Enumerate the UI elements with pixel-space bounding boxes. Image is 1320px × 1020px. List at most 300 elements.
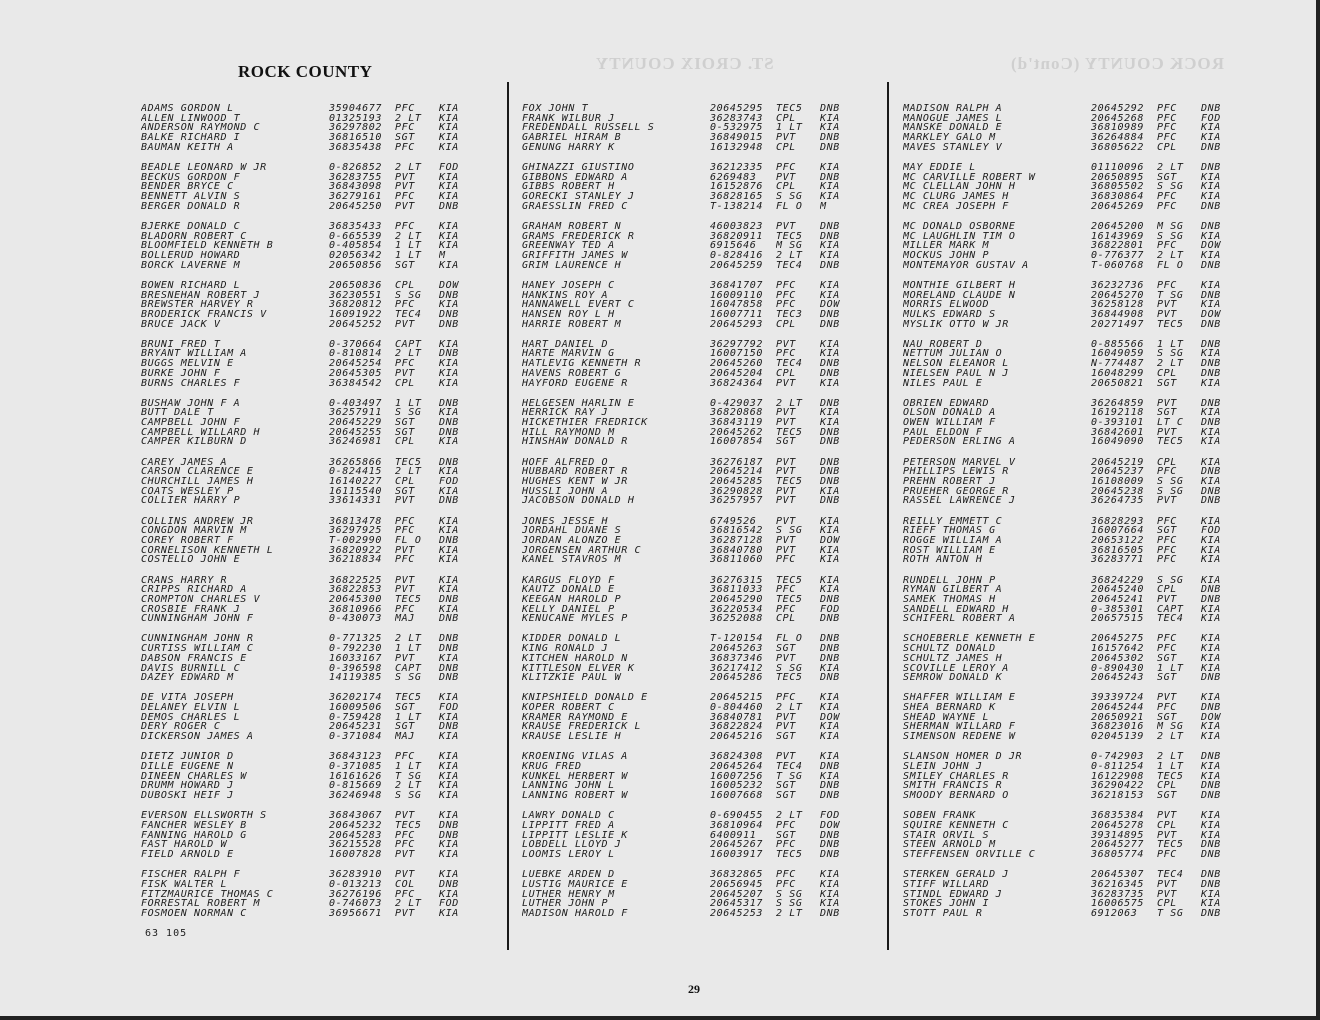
roster-entry [522, 143, 852, 153]
soldier-name: CUNNINGHAM JOHN R [141, 634, 254, 645]
status: KIA [820, 378, 840, 389]
rank: S SG [776, 889, 803, 900]
status: KIA [820, 241, 840, 251]
soldier-name: SOBEN FRANK [903, 811, 976, 821]
soldier-name: BRYANT WILLIAM A [141, 349, 247, 360]
serial-number: 36276315 [710, 575, 763, 586]
status: KIA [820, 575, 840, 586]
serial-number: 0-885566 [1091, 339, 1144, 350]
rank: CPL [776, 614, 796, 624]
serial-number: 0-815669 [329, 781, 382, 792]
serial-number: 20645300 [329, 594, 382, 605]
serial-number: 20645214 [710, 467, 763, 477]
serial-number: 01325193 [329, 113, 382, 124]
roster-entry [903, 664, 1233, 674]
roster-entry [903, 595, 1233, 605]
status: DNB [1201, 260, 1221, 271]
roster-entry [903, 114, 1233, 124]
soldier-name: CROSBIE FRANK J [141, 604, 241, 615]
status: KIA [1201, 614, 1221, 624]
roster-entry [141, 870, 471, 880]
soldier-name: BRUCE JACK V [141, 319, 221, 330]
roster-entry [522, 840, 852, 850]
status: KIA [1201, 762, 1221, 772]
rank: PFC [776, 604, 796, 615]
soldier-name: HANSEN ROY L H [522, 309, 615, 320]
roster-group [903, 576, 1233, 624]
soldier-name: BENNETT ALVIN S [141, 192, 241, 202]
soldier-name: BLOOMFIELD KENNETH B [141, 241, 274, 251]
status: KIA [439, 172, 459, 183]
rank: M SG [1157, 221, 1184, 232]
roster-entry [903, 232, 1233, 242]
roster-entry [522, 536, 852, 546]
roster-entry [522, 173, 852, 183]
roster-group [903, 693, 1233, 741]
soldier-name: BURNS CHARLES F [141, 378, 241, 389]
serial-number: 16007256 [710, 771, 763, 782]
status: KIA [820, 486, 840, 497]
rank: S SG [1157, 486, 1184, 497]
serial-number: 0-429037 [710, 398, 763, 409]
serial-number: 6915646 [710, 241, 757, 251]
soldier-name: SHEA BERNARD K [903, 703, 996, 713]
status: DNB [439, 427, 459, 438]
serial-number: 36212335 [710, 162, 763, 173]
roster-entry [141, 320, 471, 330]
rank: TEC4 [395, 309, 422, 320]
serial-number: 36384542 [329, 378, 382, 389]
status: KIA [820, 555, 840, 565]
rank: PFC [1157, 467, 1177, 477]
serial-number: 36805502 [1091, 182, 1144, 192]
rank: SGT [395, 133, 415, 143]
status: KIA [439, 604, 459, 615]
soldier-name: FOX JOHN T [522, 104, 589, 114]
roster-entry [903, 644, 1233, 654]
soldier-name: COLLINS ANDREW JR [141, 516, 254, 527]
serial-number: 36810964 [710, 820, 763, 831]
rank: PVT [776, 408, 796, 419]
serial-number: 36257911 [329, 408, 382, 419]
status: KIA [439, 545, 459, 556]
soldier-name: CARSON CLARENCE E [141, 467, 254, 477]
serial-number: 36218153 [1091, 791, 1144, 801]
roster-entry [522, 349, 852, 359]
status: KIA [1201, 663, 1221, 674]
roster-entry [141, 281, 471, 291]
roster-entry [522, 732, 852, 742]
soldier-name: STAIR ORVIL S [903, 830, 990, 841]
serial-number: 36843067 [329, 811, 382, 821]
rank: S SG [1157, 349, 1184, 360]
status: KIA [1201, 535, 1221, 546]
roster-group [903, 752, 1233, 800]
soldier-name: FRANK WILBUR J [522, 113, 615, 124]
serial-number: 36230551 [329, 290, 382, 301]
roster-group [522, 634, 852, 682]
status: KIA [439, 791, 459, 801]
soldier-name: HUBBARD ROBERT R [522, 467, 628, 477]
roster-entry [522, 772, 852, 782]
rank: 1 LT [395, 644, 422, 654]
rank: PFC [1157, 850, 1177, 860]
status: DNB [1201, 221, 1221, 232]
status: KIA [820, 771, 840, 782]
roster-entry [141, 546, 471, 556]
status: KIA [439, 231, 459, 242]
roster-entry [522, 870, 852, 880]
serial-number: 16122908 [1091, 771, 1144, 782]
serial-number: 36258128 [1091, 300, 1144, 310]
status: FOD [1201, 526, 1221, 536]
serial-number: 20645302 [1091, 653, 1144, 664]
serial-number: 0-403497 [329, 398, 382, 409]
rank: PFC [1157, 634, 1177, 645]
roster-column [141, 104, 471, 929]
serial-number: 20645244 [1091, 703, 1144, 713]
status: DNB [439, 398, 459, 409]
serial-number: 36840781 [710, 712, 763, 723]
rank: TEC3 [776, 309, 803, 320]
rank: PFC [395, 526, 415, 536]
rank: S SG [395, 408, 422, 419]
soldier-name: HERRICK RAY J [522, 408, 609, 419]
soldier-name: NIELSEN PAUL N J [903, 368, 1009, 379]
serial-number: 16108009 [1091, 477, 1144, 487]
status: KIA [439, 486, 459, 497]
soldier-name: SLANSON HOMER D JR [903, 752, 1023, 762]
soldier-name: RIEFF THOMAS G [903, 526, 996, 536]
soldier-name: STOKES JOHN I [903, 899, 990, 909]
serial-number: 6269483 [710, 172, 757, 183]
status: KIA [1201, 477, 1221, 487]
serial-number: 36835433 [329, 221, 382, 232]
soldier-name: CAMPBELL JOHN F [141, 418, 241, 428]
status: DNB [820, 427, 840, 438]
soldier-name: DUBOSKI HEIF J [141, 791, 234, 801]
rank: PFC [1157, 201, 1177, 212]
rank: T SG [1157, 908, 1184, 919]
roster-entry [903, 880, 1233, 890]
roster-group [522, 693, 852, 741]
soldier-name: CAREY JAMES A [141, 457, 228, 468]
soldier-name: MC CLURG JAMES H [903, 192, 1009, 202]
soldier-name: GRIFFITH JAMES W [522, 250, 628, 261]
roster-entry [903, 496, 1233, 506]
status: KIA [439, 850, 459, 860]
roster-entry [522, 585, 852, 595]
serial-number: 16007150 [710, 349, 763, 360]
status: KIA [439, 123, 459, 134]
serial-number: 20645269 [1091, 201, 1144, 212]
status: KIA [1201, 300, 1221, 310]
status: DNB [1201, 339, 1221, 350]
rank: S SG [395, 791, 422, 801]
status: DNB [1201, 201, 1221, 212]
soldier-name: FOSMOEN NORMAN C [141, 908, 247, 919]
rank: PVT [776, 516, 796, 527]
rank: PVT [395, 811, 415, 821]
rank: PFC [395, 555, 415, 565]
status: KIA [439, 870, 459, 880]
roster-entry [141, 310, 471, 320]
serial-number: 16007711 [710, 309, 763, 320]
serial-number: 20645231 [329, 722, 382, 733]
rank: TEC5 [395, 457, 422, 468]
roster-entry [141, 605, 471, 615]
rank: 2 LT [776, 398, 803, 409]
serial-number: 20645317 [710, 899, 763, 909]
status: KIA [1201, 830, 1221, 841]
soldier-name: FISK WALTER L [141, 879, 228, 890]
roster-entry [522, 320, 852, 330]
soldier-name: HATLEVIG KENNETH R [522, 359, 642, 369]
roster-entry [903, 369, 1233, 379]
rank: PVT [776, 378, 796, 389]
soldier-name: NILES PAUL E [903, 378, 983, 389]
status: DNB [820, 221, 840, 232]
soldier-name: FANCHER WESLEY B [141, 820, 247, 831]
serial-number: 36276196 [329, 889, 382, 900]
status: KIA [1201, 349, 1221, 360]
soldier-name: DAVIS BURNILL C [141, 663, 241, 674]
rank: PFC [395, 359, 415, 369]
status: DNB [439, 673, 459, 683]
status: KIA [820, 349, 840, 360]
status: DNB [1201, 879, 1221, 890]
soldier-name: CAMPBELL WILLARD H [141, 427, 261, 438]
roster-group [141, 281, 471, 329]
status: KIA [820, 899, 840, 909]
rank: M SG [1157, 722, 1184, 733]
status: DOW [1201, 241, 1221, 251]
roster-group [141, 752, 471, 800]
rank: SGT [395, 722, 415, 733]
status: DNB [1201, 840, 1221, 850]
serial-number: 36835384 [1091, 811, 1144, 821]
rank: 2 LT [1157, 162, 1184, 173]
roster-entry [522, 340, 852, 350]
rank: PVT [1157, 398, 1177, 409]
roster-group [903, 399, 1233, 447]
soldier-name: GIBBS ROBERT H [522, 182, 615, 192]
rank: CPL [776, 113, 796, 124]
status: DNB [820, 359, 840, 369]
status: FOD [439, 703, 459, 713]
soldier-name: STOTT PAUL R [903, 908, 983, 919]
status: KIA [439, 752, 459, 762]
roster-entry [903, 261, 1233, 271]
rank: PFC [395, 192, 415, 202]
rank: PFC [395, 830, 415, 841]
roster-group [141, 458, 471, 506]
serial-number: 20645268 [1091, 113, 1144, 124]
status: KIA [820, 870, 840, 880]
roster-entry [522, 232, 852, 242]
status: KIA [1201, 732, 1221, 742]
status: KIA [1201, 693, 1221, 704]
roster-entry [522, 487, 852, 497]
rank: PFC [776, 290, 796, 301]
serial-number: 36820868 [710, 408, 763, 419]
status: DOW [820, 300, 840, 310]
serial-number: 0-690455 [710, 811, 763, 821]
roster-entry [522, 644, 852, 654]
rank: PFC [776, 693, 796, 704]
roster-group [141, 104, 471, 152]
soldier-name: DAZEY EDWARD M [141, 673, 234, 683]
soldier-name: LUSTIG MAURICE E [522, 879, 628, 890]
rank: PFC [1157, 516, 1177, 527]
status: DNB [1201, 467, 1221, 477]
status: DOW [820, 712, 840, 723]
roster-entry [141, 222, 471, 232]
rank: PFC [776, 555, 796, 565]
roster-entry [903, 673, 1233, 683]
status: DNB [820, 260, 840, 271]
status: DNB [439, 349, 459, 360]
rank: SGT [395, 427, 415, 438]
status: DNB [1201, 398, 1221, 409]
rank: PFC [395, 516, 415, 527]
roster-group [522, 281, 852, 329]
rank: LT C [1157, 418, 1184, 428]
roster-entry [903, 752, 1233, 762]
status: DNB [1201, 368, 1221, 379]
status: KIA [1201, 575, 1221, 586]
roster-entry [903, 909, 1233, 919]
soldier-name: JACOBSON DONALD H [522, 496, 635, 507]
soldier-name: STERKEN GERALD J [903, 870, 1009, 880]
status: KIA [439, 133, 459, 143]
soldier-name: NETTUM JULIAN O [903, 349, 1003, 360]
soldier-name: SCHULTZ DONALD [903, 644, 996, 654]
rank: SGT [1157, 408, 1177, 419]
roster-entry [903, 202, 1233, 212]
roster-entry [903, 408, 1233, 418]
serial-number: 0-811254 [1091, 762, 1144, 772]
serial-number: 14119385 [329, 673, 382, 683]
serial-number: 16007668 [710, 791, 763, 801]
rank: 2 LT [1157, 359, 1184, 369]
roster-entry [522, 831, 852, 841]
rank: SGT [395, 260, 415, 271]
soldier-name: COLLIER HARRY P [141, 496, 241, 507]
rank: PVT [776, 172, 796, 183]
roster-entry [141, 114, 471, 124]
status: DNB [439, 663, 459, 674]
roster-entry [522, 114, 852, 124]
serial-number: 20645252 [329, 319, 382, 330]
roster-entry [903, 546, 1233, 556]
rank: PFC [395, 123, 415, 134]
soldier-name: BRUNI FRED T [141, 339, 221, 350]
soldier-name: SLEIN JOHN J [903, 762, 983, 772]
soldier-name: BRESNEHAN ROBERT J [141, 290, 261, 301]
serial-number: 16047858 [710, 300, 763, 310]
status: DNB [1201, 290, 1221, 301]
soldier-name: DIETZ JUNIOR D [141, 752, 234, 762]
serial-number: 20645262 [710, 427, 763, 438]
status: KIA [439, 555, 459, 565]
serial-number: 20645215 [710, 693, 763, 704]
serial-number: T-138214 [710, 201, 763, 212]
status: FOD [439, 162, 459, 173]
roster-entry [141, 732, 471, 742]
roster-entry [522, 555, 852, 565]
rank: PFC [776, 162, 796, 173]
rank: PFC [776, 349, 796, 360]
roster-entry [141, 192, 471, 202]
status: KIA [1201, 545, 1221, 556]
bleed-through-text: ST. CROIX COUNTY [595, 54, 774, 73]
roster-entry [903, 399, 1233, 409]
status: KIA [820, 879, 840, 890]
soldier-name: MC CLELLAN JOHN H [903, 182, 1016, 192]
roster-entry [903, 585, 1233, 595]
status: DNB [1201, 791, 1221, 801]
rank: TEC5 [1157, 437, 1184, 448]
soldier-name: KROENING VILAS A [522, 752, 628, 762]
soldier-name: GHINAZZI GIUSTINO [522, 162, 635, 173]
rank: CPL [1157, 368, 1177, 379]
status: KIA [439, 192, 459, 202]
soldier-name: MILLER MARK M [903, 241, 990, 251]
roster-entry [141, 899, 471, 909]
serial-number: 36264735 [1091, 496, 1144, 507]
serial-number: 6400911 [710, 830, 757, 841]
serial-number: 36842601 [1091, 427, 1144, 438]
roster-entry [903, 467, 1233, 477]
soldier-name: FREDENDALL RUSSELL S [522, 123, 655, 134]
roster-entry [141, 349, 471, 359]
soldier-name: HARTE MARVIN G [522, 349, 615, 360]
roster-entry [903, 379, 1233, 389]
serial-number: 36232736 [1091, 280, 1144, 291]
soldier-name: CAMPER KILBURN D [141, 437, 247, 448]
soldier-name: SAMEK THOMAS H [903, 594, 996, 605]
soldier-name: GRAMS FREDERICK R [522, 231, 635, 242]
serial-number: 36956671 [329, 908, 382, 919]
rank: SGT [776, 437, 796, 448]
soldier-name: KRUG FRED [522, 762, 582, 772]
status: KIA [1201, 172, 1221, 183]
roster-entry [522, 281, 852, 291]
soldier-name: BLADORN ROBERT C [141, 231, 247, 242]
serial-number: 16007854 [710, 437, 763, 448]
serial-number: 36287128 [710, 535, 763, 546]
status: KIA [820, 516, 840, 527]
roster-entry [141, 123, 471, 133]
soldier-name: ROGGE WILLIAM A [903, 535, 1003, 546]
serial-number: 20645278 [1091, 820, 1144, 831]
soldier-name: BEADLE LEONARD W JR [141, 162, 267, 173]
status: DNB [820, 467, 840, 477]
roster-entry [903, 870, 1233, 880]
roster-entry [141, 752, 471, 762]
serial-number: 36290422 [1091, 781, 1144, 792]
rank: 2 LT [776, 811, 803, 821]
status: DNB [820, 133, 840, 143]
roster-entry [522, 703, 852, 713]
soldier-name: MADISON RALPH A [903, 104, 1003, 114]
status: KIA [820, 113, 840, 124]
serial-number: 16161626 [329, 771, 382, 782]
serial-number: 36216345 [1091, 879, 1144, 890]
status: DNB [820, 830, 840, 841]
roster-group [522, 752, 852, 800]
